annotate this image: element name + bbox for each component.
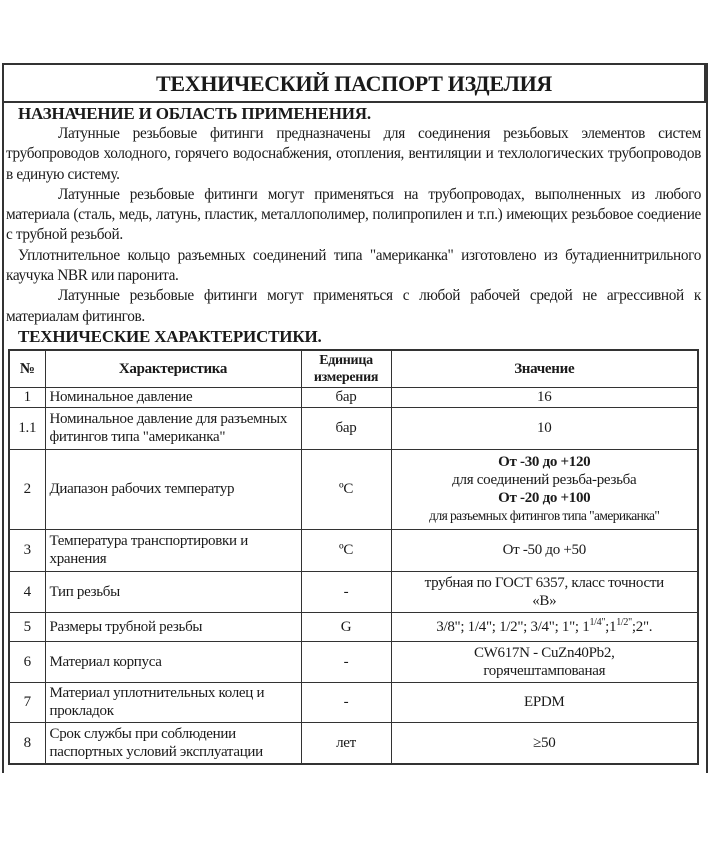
row-name: Материал корпуса	[45, 641, 301, 682]
row-no: 3	[9, 529, 45, 571]
col-no: №	[9, 350, 45, 388]
purpose-text	[6, 124, 701, 327]
value-line: От -20 до +100	[498, 490, 591, 507]
paragraph: Латунные резьбовые фитинги предназначены для соединения резьбовых элементов систем трубопроводов холодного, горячего водоснабжения, отопления, вентиляции и техлологических трубопроводов в единую систему.	[6, 125, 701, 183]
section-heading-specs: ТЕХНИЧЕСКИЕ ХАРАКТЕРИСТИКИ.	[18, 326, 322, 346]
row-name: Материал уплотнительных колец и прокладок	[45, 682, 301, 722]
value-part: ;2".	[631, 618, 653, 635]
table-row	[9, 407, 698, 449]
col-unit: Единица измерения	[301, 350, 391, 388]
row-no: 2	[9, 449, 45, 529]
row-no: 8	[9, 722, 45, 764]
row-name: Номинальное давление	[45, 387, 301, 407]
col-value: Значение	[391, 350, 698, 388]
row-unit: -	[301, 682, 391, 722]
table-row	[9, 387, 698, 407]
row-value: ≥50	[391, 722, 698, 764]
row-name: Срок службы при соблюдении паспортных условий эксплуатации	[45, 722, 301, 764]
row-unit: бар	[301, 387, 391, 407]
row-unit: G	[301, 612, 391, 641]
value-line: От -30 до +120	[498, 454, 591, 471]
table-row	[9, 722, 698, 764]
table-header	[9, 350, 698, 388]
row-name: Температура транспортировки и хранения	[45, 529, 301, 571]
row-value: 10	[391, 407, 698, 449]
row-no: 1.1	[9, 407, 45, 449]
table-row	[9, 612, 698, 641]
row-value: трубная по ГОСТ 6357, класс точности «В»	[391, 571, 698, 612]
row-value: 16	[391, 387, 698, 407]
table-row	[9, 641, 698, 682]
row-name: Тип резьбы	[45, 571, 301, 612]
row-value: EPDM	[391, 682, 698, 722]
row-value	[391, 641, 698, 682]
value-line: для разъемных фитингов типа "американка"	[429, 508, 660, 524]
value-part: 3/8"; 1/4"; 1/2"; 3/4"; 1"; 1	[436, 618, 590, 635]
row-unit: бар	[301, 407, 391, 449]
row-value: От -50 до +50	[391, 529, 698, 571]
row-unit: ºС	[301, 449, 391, 529]
paragraph: Латунные резьбовые фитинги могут применяться с любой рабочей средой не агрессивной к материалам фитингов.	[6, 287, 701, 325]
value-sup: 1/4"	[589, 616, 606, 628]
paragraph: Уплотнительное кольцо разъемных соединений типа "американка" изготовлено из бутадиеннитрильного каучука NBR или паронита.	[6, 246, 701, 285]
table-row	[9, 529, 698, 571]
col-name: Характеристика	[45, 350, 301, 388]
row-unit: ºС	[301, 529, 391, 571]
row-name: Диапазон рабочих температур	[45, 449, 301, 529]
paragraph: Латунные резьбовые фитинги могут применяться на трубопроводах, выполненных из любого материала (сталь, медь, латунь, пластик, металлополимер, полипропилен и т.п.) имеющих резьбовое соедиение с трубной резьбой.	[6, 185, 701, 244]
document-title: ТЕХНИЧЕСКИЙ ПАСПОРТ ИЗДЕЛИЯ	[2, 63, 706, 103]
row-no: 6	[9, 641, 45, 682]
table-row	[9, 571, 698, 612]
section-heading-purpose: НАЗНАЧЕНИЕ И ОБЛАСТЬ ПРИМЕНЕНИЯ.	[18, 104, 371, 123]
value-sup: 1/2"	[616, 616, 632, 628]
row-unit: -	[301, 641, 391, 682]
document-body	[6, 104, 701, 765]
value-line: для соединений резьба-резьба	[452, 472, 637, 489]
table-row	[9, 682, 698, 722]
table-row	[9, 449, 698, 529]
row-no: 4	[9, 571, 45, 612]
value-part: ;1	[605, 618, 617, 635]
row-value	[391, 612, 698, 641]
row-value	[391, 449, 698, 529]
row-no: 7	[9, 682, 45, 722]
value-line: CW617N - CuZn40Pb2,	[473, 644, 615, 661]
row-no: 1	[9, 387, 45, 407]
row-unit: -	[301, 571, 391, 612]
value-line: горячештампованая	[483, 662, 606, 679]
specs-table	[8, 349, 699, 766]
row-no: 5	[9, 612, 45, 641]
row-unit: лет	[301, 722, 391, 764]
row-name: Размеры трубной резьбы	[45, 612, 301, 641]
row-name: Номинальное давление для разъемных фитингов типа "американка"	[45, 407, 301, 449]
